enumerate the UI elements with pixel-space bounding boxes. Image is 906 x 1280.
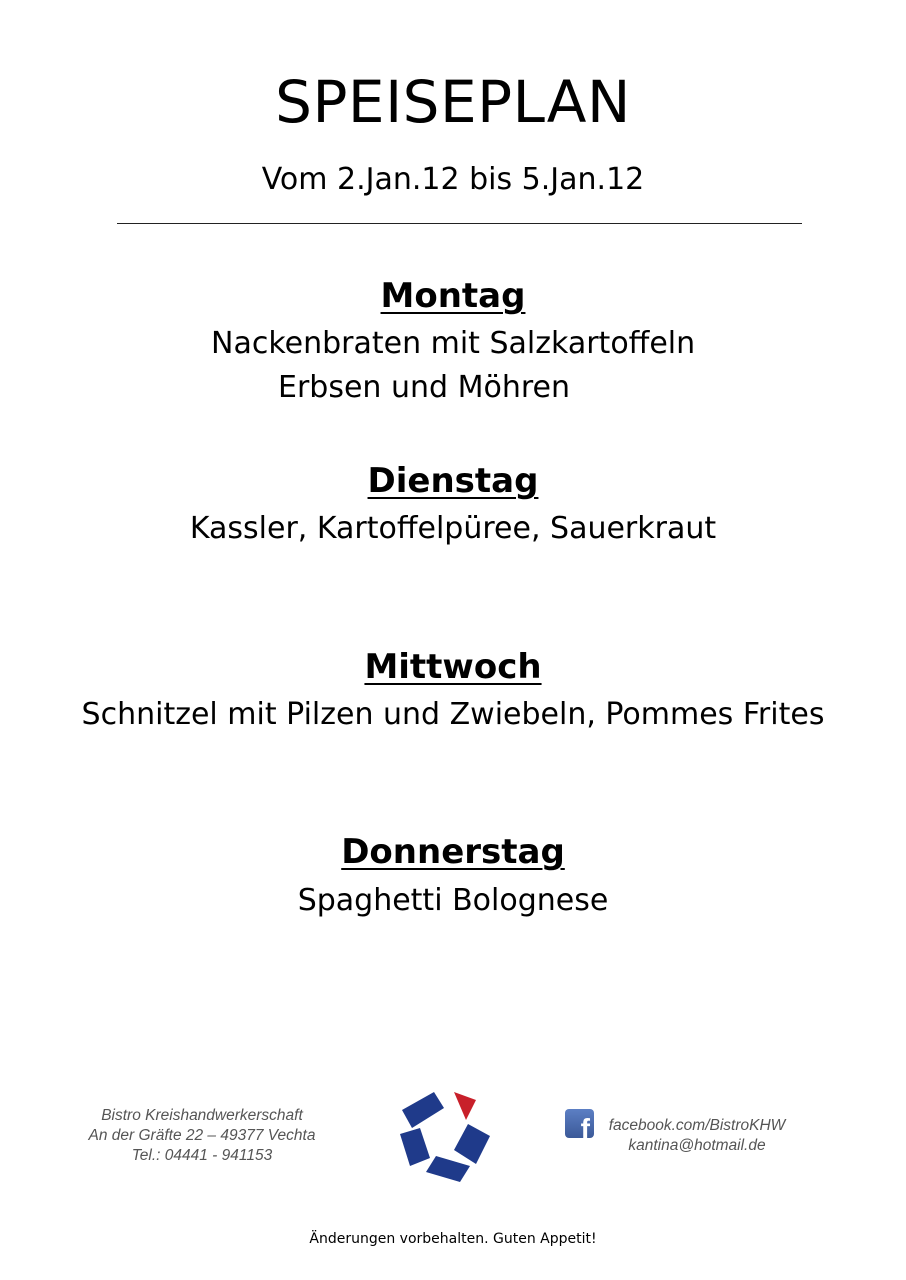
dish-mittwoch: Schnitzel mit Pilzen und Zwiebeln, Pommes Frites	[81, 697, 825, 732]
footer-note: Änderungen vorbehalten. Guten Appetit!	[309, 1231, 597, 1247]
address-line-street: An der Gräfte 22 – 49377 Vechta	[88, 1127, 316, 1144]
address-line-phone: Tel.: 04441 - 941153	[131, 1147, 273, 1164]
social-contact	[597, 1116, 797, 1156]
facebook-icon: f	[565, 1109, 594, 1138]
day-heading-dienstag: Dienstag	[367, 461, 539, 501]
logo-block-bottom	[426, 1156, 470, 1182]
footer-address	[62, 1106, 342, 1166]
page-title: SPEISEPLAN	[275, 68, 631, 136]
date-range: Vom 2.Jan.12 bis 5.Jan.12	[261, 162, 645, 197]
logo-block-top-left	[402, 1092, 444, 1128]
day-heading-montag: Montag	[380, 276, 526, 316]
day-heading-mittwoch: Mittwoch	[364, 647, 542, 687]
logo-block-left	[400, 1128, 430, 1166]
address-line-name: Bistro Kreishandwerkerschaft	[101, 1107, 303, 1124]
dish-donnerstag: Spaghetti Bolognese	[297, 883, 609, 918]
divider	[117, 223, 802, 224]
logo-block-right	[454, 1124, 490, 1164]
dish-montag-line-1: Nackenbraten mit Salzkartoffeln	[211, 326, 696, 361]
dish-montag-line-2: Erbsen und Möhren	[278, 370, 570, 405]
facebook-link[interactable]: facebook.com/BistroKHW	[608, 1117, 786, 1134]
day-heading-donnerstag: Donnerstag	[341, 832, 565, 872]
logo-block-top-right	[454, 1092, 476, 1120]
dish-dienstag: Kassler, Kartoffelpüree, Sauerkraut	[189, 511, 717, 546]
kreishandwerkerschaft-logo	[396, 1088, 496, 1184]
email-link[interactable]: kantina@hotmail.de	[628, 1137, 766, 1154]
